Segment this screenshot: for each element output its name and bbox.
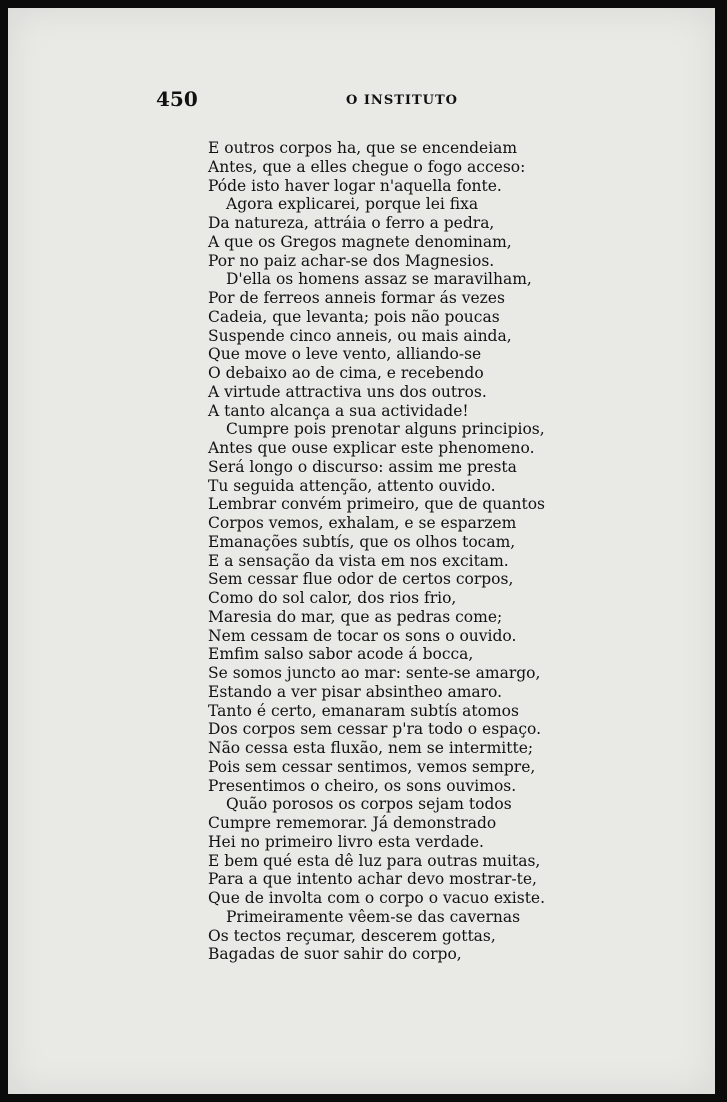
poem-line: O debaixo ao de cima, e recebendo [208,364,484,382]
poem-text [208,139,578,964]
book-page [8,8,715,1094]
poem-line: Tu seguida attenção, attento ouvido. [208,476,496,495]
poem-line: Emanações subtís, que os olhos tocam, [208,532,516,551]
poem-line: Os tectos reçumar, descerem gottas, [208,926,496,945]
poem-line: Suspende cinco anneis, ou mais ainda, [208,326,512,345]
poem-line: Da natureza, attráia o ferro a pedra, [208,214,495,232]
poem-line: E a sensação da vista em nos excitam. [208,551,509,570]
poem-line: Dos corpos sem cessar p'ra todo o espaço. [208,720,542,739]
poem-line: Primeiramente vêem-se das cavernas [226,907,521,926]
poem-line: Pois sem cessar sentimos, vemos sempre, [208,757,536,776]
poem-line: Quão porosos os corpos sejam todos [226,795,512,814]
poem-line: Será longo o discurso: assim me presta [208,457,517,476]
poem-line: Que move o leve vento, alliando-se [208,345,482,364]
poem-line: A que os Gregos magnete denominam, [208,232,512,251]
poem-line: Nem cessam de tocar os sons o ouvido. [208,626,517,645]
poem-line: Lembrar convém primeiro, que de quantos [208,495,546,514]
page-header [156,87,526,117]
poem-line: Cumpre rememorar. Já demonstrado [208,814,497,832]
poem-line: Cadeia, que levanta; pois não poucas [208,307,500,326]
poem-line: Póde isto haver logar n'aquella fonte. [208,176,502,195]
poem-line: Maresia do mar, que as pedras come; [208,607,503,626]
poem-line: Se somos juncto ao mar: sente-se amargo, [208,664,541,682]
poem-line: Tanto é certo, emanaram subtís atomos [208,701,519,720]
poem-line: E bem qué esta dê luz para outras muitas, [208,851,541,870]
poem-line: A tanto alcança a sua actividade! [208,401,469,420]
poem-line: Presentimos o cheiro, os sons ouvimos. [208,776,517,795]
poem-line: Cumpre pois prenotar alguns principios, [226,420,545,439]
poem-line: Por no paiz achar-se dos Magnesios. [208,251,495,270]
poem-line: Como do sol calor, dos rios frio, [208,589,457,607]
poem-line: E outros corpos ha, que se encendeiam [208,139,518,157]
poem-line: A virtude attractiva uns dos outros. [208,382,487,401]
poem-line: Emfim salso sabor acode á bocca, [208,645,474,664]
poem-line: Antes, que a elles chegue o fogo acceso: [208,157,526,176]
poem-line: D'ella os homens assaz se maravilham, [226,270,532,289]
poem-line: Agora explicarei, porque lei fixa [226,195,479,214]
running-title: O INSTITUTO [346,93,458,108]
poem-line: Não cessa esta fluxão, nem se intermitte; [208,739,534,757]
poem-line: Para a que intento achar devo mostrar-te, [208,870,537,889]
poem-line: Estando a ver pisar absintheo amaro. [208,682,503,701]
poem-line: Sem cessar flue odor de certos corpos, [208,570,514,589]
poem-line: Antes que ouse explicar este phenomeno. [208,439,535,457]
poem-line: Corpos vemos, exhalam, e se esparzem [208,514,517,532]
poem-line: Que de involta com o corpo o vacuo existe. [208,889,546,907]
page-number: 450 [156,87,198,111]
poem-line: Bagadas de suor sahir do corpo, [208,945,462,964]
poem-line: Por de ferreos anneis formar ás vezes [208,289,505,307]
poem-line: Hei no primeiro livro esta verdade. [208,832,484,851]
